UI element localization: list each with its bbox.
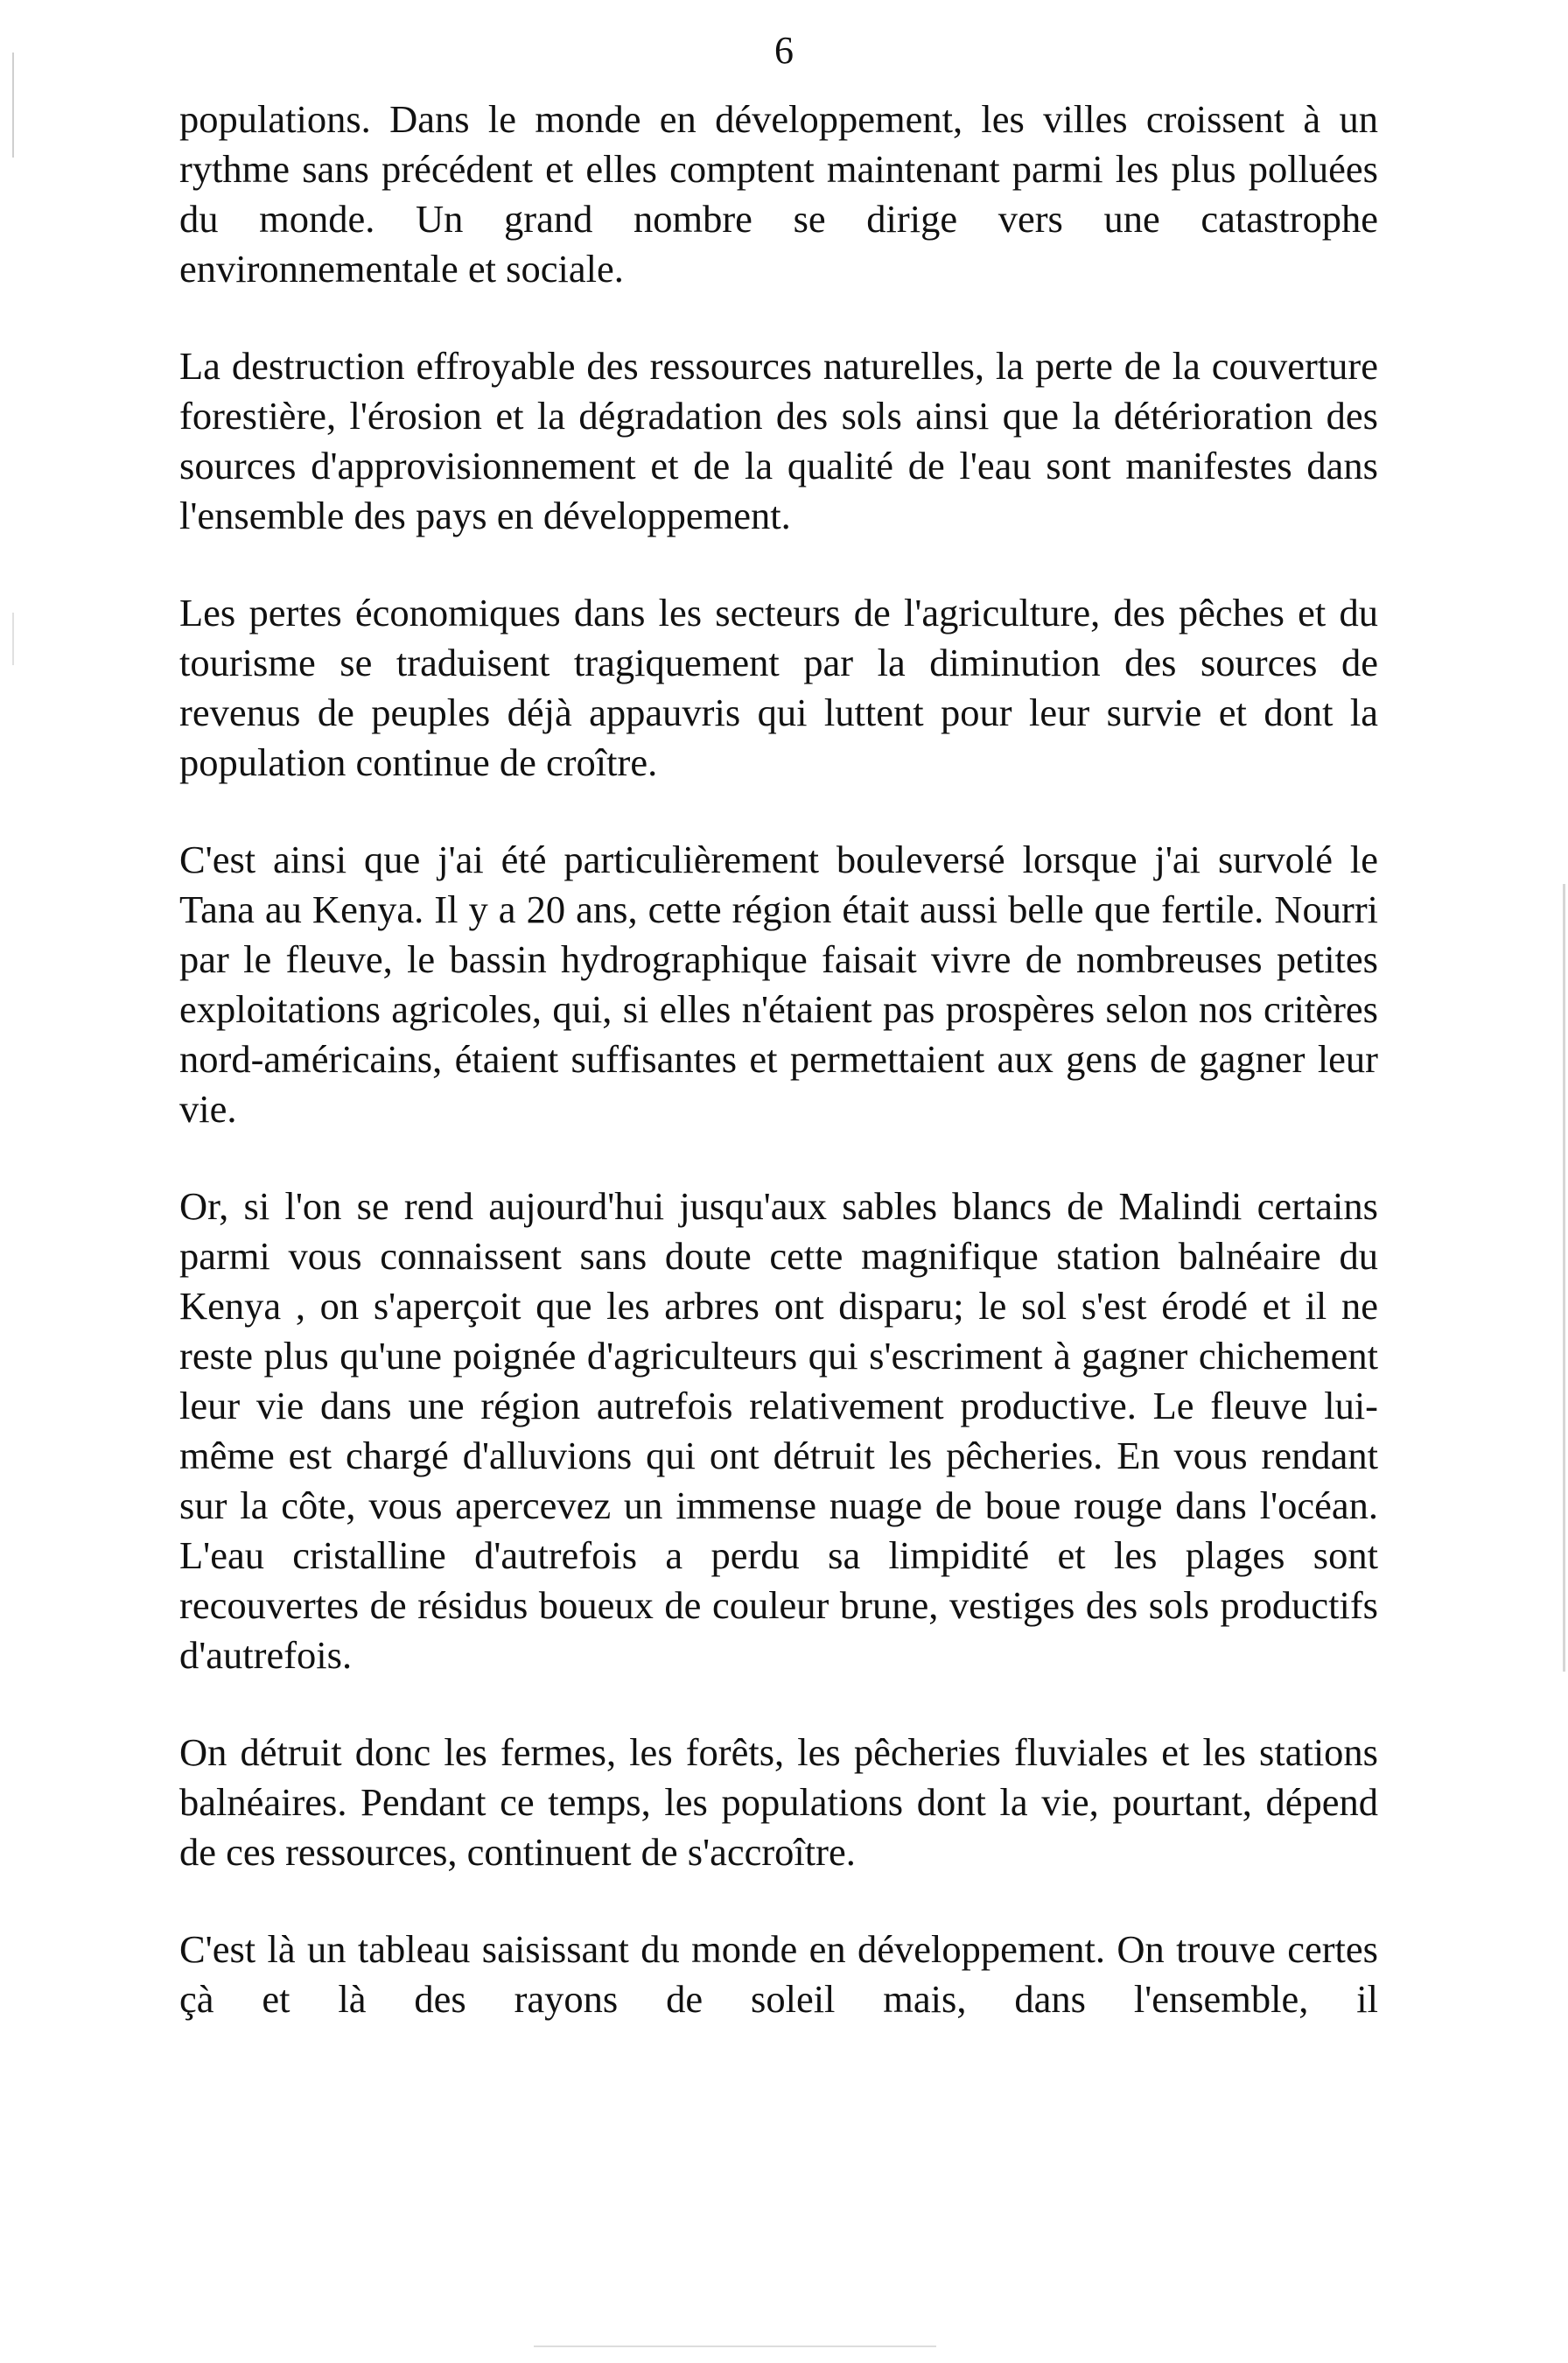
body-text [179,95,1378,2072]
page-number: 6 [774,29,794,72]
paragraph: Les pertes économiques dans les secteurs de l'agriculture, des pêches et du tourisme se traduisent tragiquement par la diminution des sources de revenus de peuples déjà appauvris qui luttent pour leur survie et dont la population continue de croître. [179,591,1378,784]
paragraph: Or, si l'on se rend aujourd'hui jusqu'aux sables blancs de Malindi certains parmi vous connaissent sans doute cette magnifique station balnéaire du Kenya , on s'aperçoit que les arbres ont disparu; le sol s'est érodé et il ne reste plus qu'une poignée d'agriculteurs qui s'escriment à gagner chichement leur vie dans une région autrefois relativement productive. Le fleuve lui-même est chargé d'alluvions qui ont détruit les pêcheries. En vous rendant sur la côte, vous apercevez un immense nuage de boue rouge dans l'océan. L'eau cristalline d'autrefois a perdu sa limpidité et les plages sont recouvertes de résidus boueux de couleur brune, vestiges des sols productifs d'autrefois. [179,1184,1378,1677]
paragraph: On détruit donc les fermes, les forêts, les pêcheries fluviales et les stations balnéaires. Pendant ce temps, les populations dont la vie, pourtant, dépend de ces ressources, continuent de s'accroître. [179,1730,1378,1874]
paragraph: populations. Dans le monde en développement, les villes croissent à un rythme sans précédent et elles comptent maintenant parmi les plus polluées du monde. Un grand nombre se dirige vers une catastrophe environnementale et sociale. [179,97,1378,291]
scan-edge-mark [12,613,14,665]
scan-edge-mark [1563,884,1565,1672]
paragraph: C'est là un tableau saisissant du monde en développement. On trouve certes çà et là des rayons de soleil mais, dans l'ensemble, il [179,1927,1378,2021]
paragraph: C'est ainsi que j'ai été particulièrement bouleversé lorsque j'ai survolé le Tana au Kenya. Il y a 20 ans, cette région était aussi belle que fertile. Nourri par le fleuve, le bassin hydrographique faisait vivre de nombreuses petites exploitations agricoles, qui, si elles n'étaient pas prospères selon nos critères nord-américains, étaient suffisantes et permettaient aux gens de gagner leur vie. [179,838,1378,1131]
paragraph: La destruction effroyable des ressources naturelles, la perte de la couverture forestière, l'érosion et la dégradation des sols ainsi que la détérioration des sources d'approvisionnement et de la qualité de l'eau sont manifestes dans l'ensemble des pays en développement. [179,344,1378,537]
scan-edge-mark [534,2345,936,2347]
